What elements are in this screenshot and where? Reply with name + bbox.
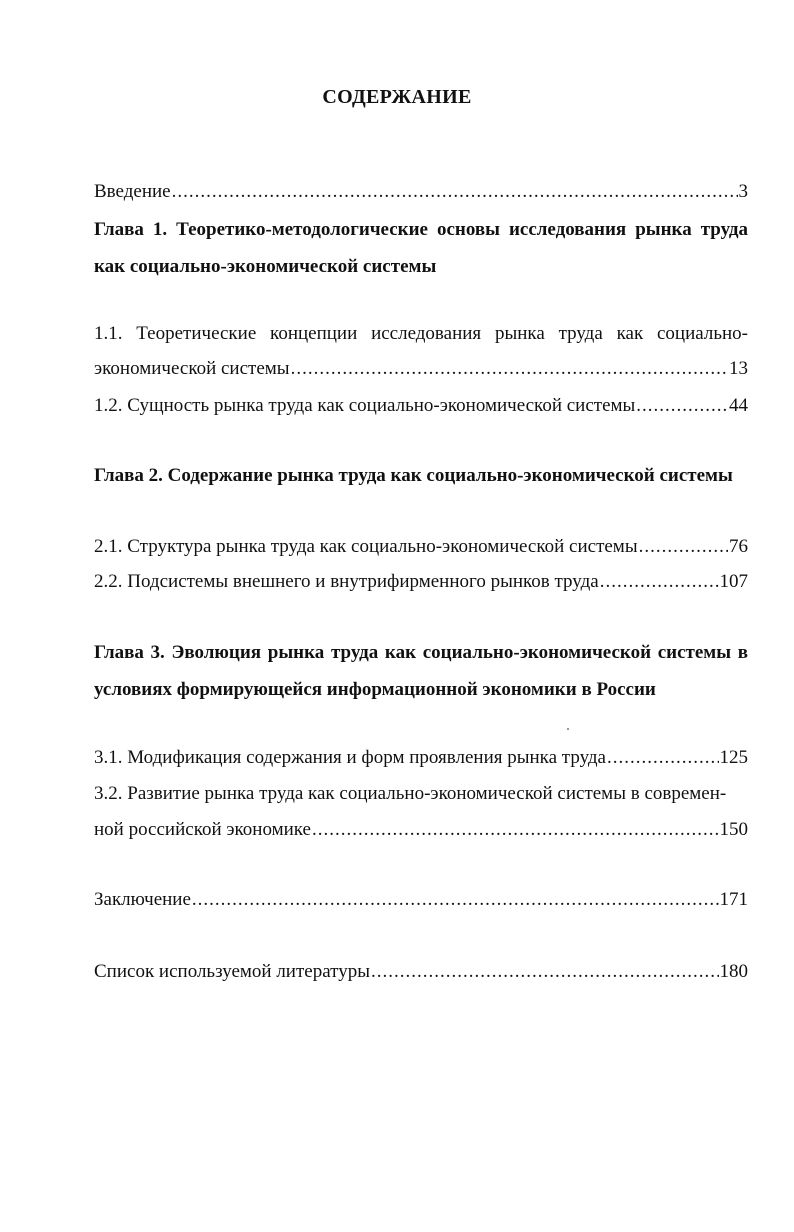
- toc-entry-text: Список используемой литературы: [94, 961, 370, 982]
- toc-page-number: 3: [738, 181, 748, 202]
- toc-entry-conclusion: [94, 888, 748, 912]
- toc-leader: [312, 818, 719, 842]
- page-title: СОДЕРЖАНИЕ: [322, 86, 472, 108]
- toc-leader: [636, 394, 728, 418]
- toc-entry-2-1: [94, 535, 748, 559]
- chapter-1-heading-line-2: как социально-экономической системы: [94, 256, 437, 277]
- toc-entry-3-2-line-1: 3.2. Развитие рынка труда как социально-экономической системы в современ-: [94, 783, 727, 804]
- toc-entry-text: 2.2. Подсистемы внешнего и внутрифирменного рынков труда: [94, 571, 599, 592]
- toc-page-number: 150: [719, 819, 748, 840]
- toc-entry-text: Заключение: [94, 889, 191, 910]
- toc-entry-1-1-line-2: [94, 357, 748, 381]
- toc-entry-references: [94, 960, 748, 984]
- toc-entry-3-1: [94, 746, 748, 770]
- toc-page-number: 76: [729, 536, 748, 557]
- toc-page-number: 125: [719, 747, 748, 768]
- chapter-3-heading-line-2: условиях формирующейся информационной экономики в России: [94, 679, 656, 700]
- toc-entry-3-2-line-2: [94, 818, 748, 842]
- toc-entry-text: экономической системы: [94, 358, 290, 379]
- toc-leader: [371, 960, 719, 984]
- toc-entry-2-2: [94, 570, 748, 594]
- toc-leader: [172, 180, 738, 204]
- toc-entry-intro: [94, 180, 748, 204]
- toc-leader: [291, 357, 728, 381]
- toc-leader: [192, 888, 719, 912]
- toc-leader: [600, 570, 719, 594]
- toc-entry-text: ной российской экономике: [94, 819, 311, 840]
- toc-page-number: 180: [719, 961, 748, 982]
- toc-entry-1-2: [94, 394, 748, 418]
- toc-entry-1-1-line-1: 1.1. Теоретические концепции исследования рынка труда как социально-: [94, 323, 748, 344]
- toc-page-number: 13: [729, 358, 748, 379]
- chapter-2-heading: Глава 2. Содержание рынка труда как социально-экономической системы: [94, 465, 733, 486]
- chapter-1-heading-line-1: Глава 1. Теоретико-методологические основы исследования рынка труда: [94, 219, 748, 240]
- chapter-3-heading-line-1: Глава 3. Эволюция рынка труда как социально-экономической системы в: [94, 642, 748, 663]
- toc-entry-text: Введение: [94, 181, 171, 202]
- toc-leader: [639, 535, 728, 559]
- toc-entry-text: 3.1. Модификация содержания и форм проявления рынка труда: [94, 747, 606, 768]
- toc-entry-text: 2.1. Структура рынка труда как социально-экономической системы: [94, 536, 638, 557]
- toc-page-number: 107: [719, 571, 748, 592]
- toc-entry-text: 1.2. Сущность рынка труда как социально-экономической системы: [94, 395, 636, 416]
- scan-speck: [567, 728, 569, 730]
- toc-page-number: 44: [729, 395, 748, 416]
- toc-leader: [607, 746, 719, 770]
- toc-page-number: 171: [719, 889, 748, 910]
